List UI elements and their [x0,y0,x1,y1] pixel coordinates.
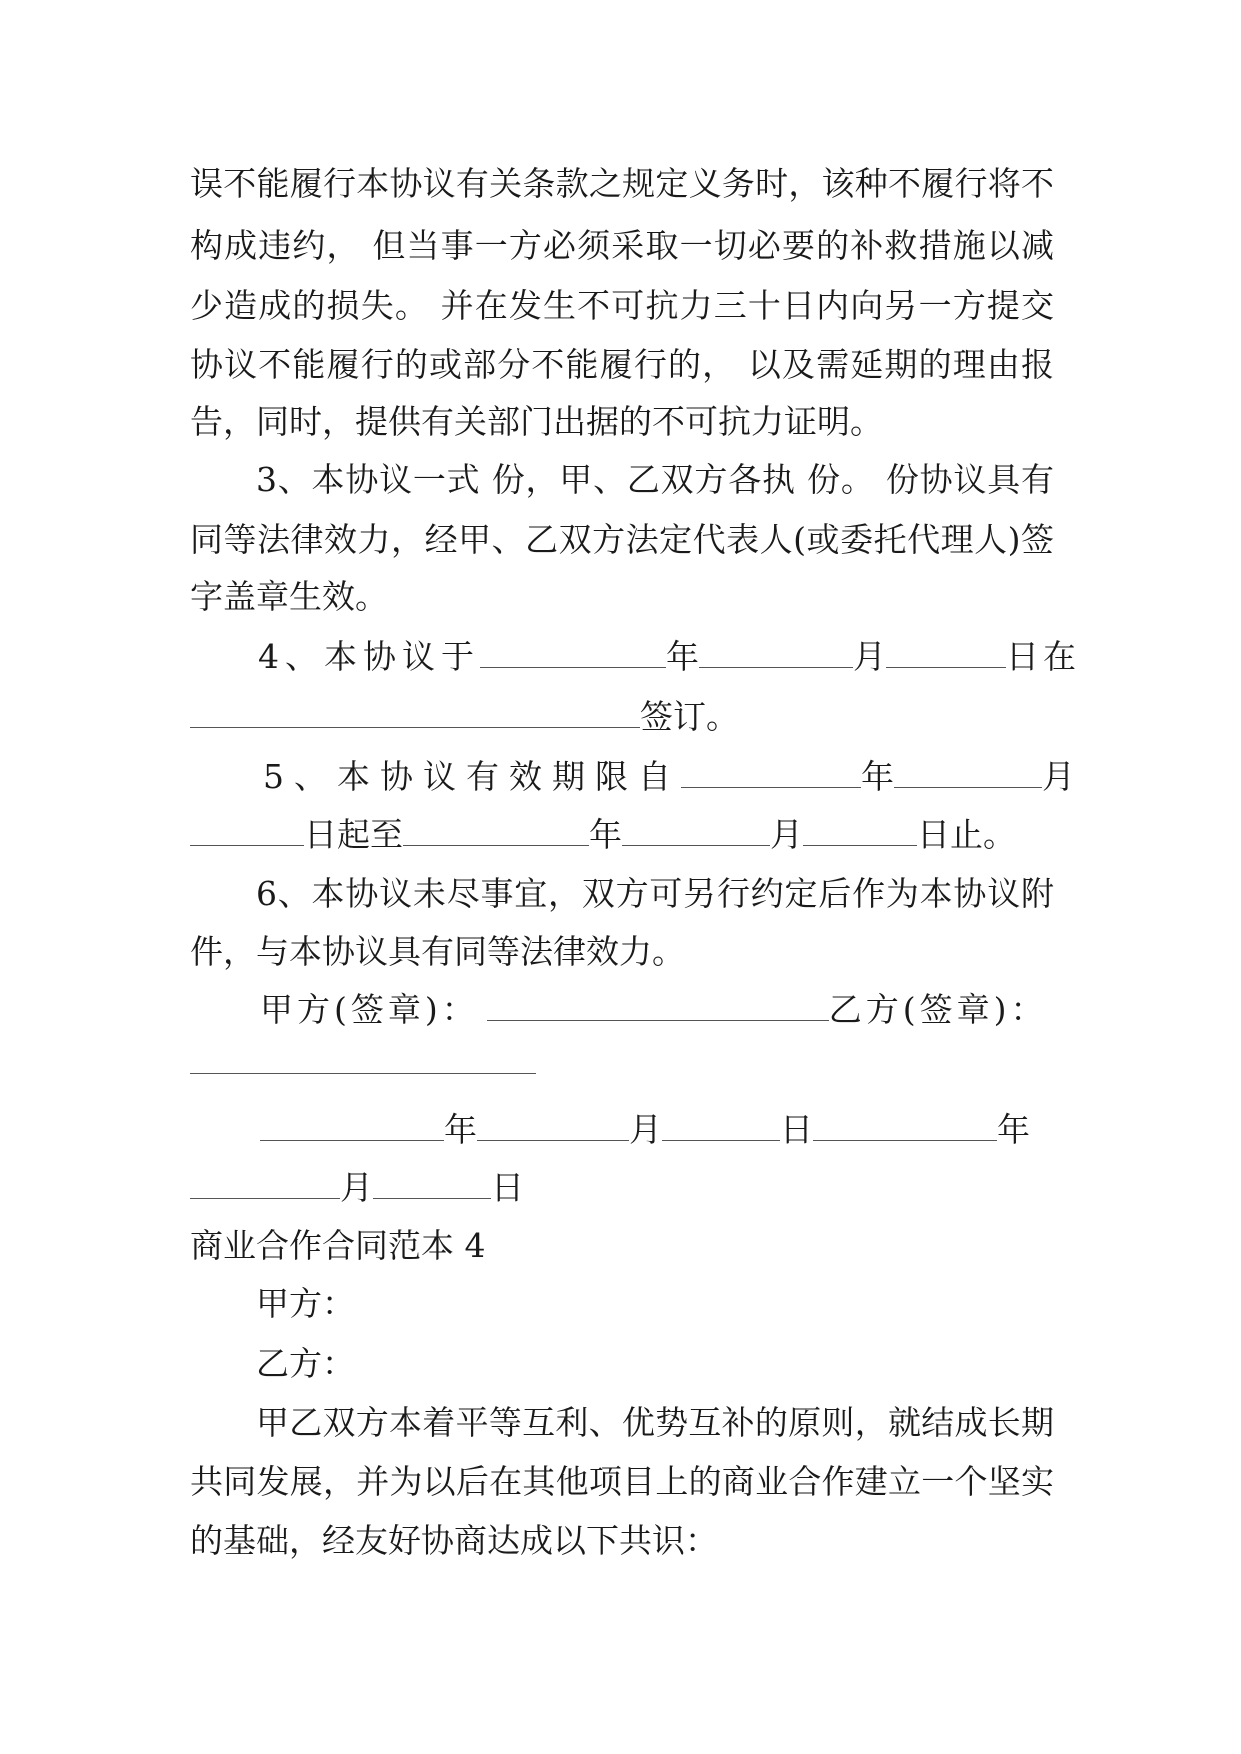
end-day-blank[interactable] [803,817,917,846]
year-label-2: 年 [589,815,622,854]
year-blank[interactable] [480,639,666,668]
year-label: 年 [666,637,699,676]
party-a-year-blank[interactable] [260,1112,444,1141]
paragraph-line: 同等法律效力，经甲、乙双方法定代表人(或委托代理人)签 [190,520,1054,559]
signed-label: 签订。 [640,697,739,736]
start-day-blank[interactable] [190,817,304,846]
party-b-day-blank[interactable] [373,1170,491,1199]
party-b-signature-label: 乙方(签章)： [828,990,1048,1029]
date-line [260,1110,1054,1150]
start-month-blank[interactable] [894,759,1042,788]
clause-3-line: 3、本协议一式 份，甲、乙双方各执 份。 份协议具有 [256,460,1054,499]
intro-line: 的基础，经友好协商达成以下共识： [190,1521,718,1560]
party-a-day-blank[interactable] [662,1112,780,1141]
clause-5-line [263,757,1075,797]
paragraph-line: 件，与本协议具有同等法律效力。 [190,932,685,971]
party-a-signature-blank[interactable] [487,992,829,1021]
paragraph-line: 少造成的损失。 并在发生不可抗力三十日内向另一方提交 [190,286,1054,325]
paragraph-line: 告，同时，提供有关部门出据的不可抗力证明。 [190,402,883,441]
year-label: 年 [861,757,894,796]
clause-4-line-2 [190,697,1054,737]
party-b-year-blank[interactable] [813,1112,997,1141]
month-blank[interactable] [699,639,853,668]
party-a-month-blank[interactable] [477,1112,629,1141]
clause-4-prefix: 4、本协议于 [258,637,480,676]
end-year-blank[interactable] [403,817,589,846]
month-label: 月 [853,637,886,676]
party-b-label: 乙方： [256,1344,355,1383]
paragraph-line: 协议不能履行的或部分不能履行的， 以及需延期的理由报 [190,345,1054,384]
clause-5-line-2 [190,815,1054,855]
paragraph-line: 误不能履行本协议有关条款之规定义务时，该种不履行将不 [190,164,1054,203]
month-label: 月 [629,1110,662,1149]
day-from-to-label: 日起至 [304,815,403,854]
end-month-blank[interactable] [622,817,770,846]
day-blank[interactable] [886,639,1006,668]
party-a-signature-label: 甲方(签章)： [260,990,479,1029]
day-end-label: 日止。 [917,815,1016,854]
place-blank[interactable] [190,699,640,728]
clause-5-prefix: 5、本协议有效期限自 [263,757,681,796]
day-label: 日 [780,1110,813,1149]
party-b-signature-blank[interactable] [190,1072,536,1074]
month-label-2: 月 [770,815,803,854]
year-label-2: 年 [997,1110,1030,1149]
paragraph-line: 字盖章生效。 [190,577,388,616]
date-line-2 [190,1168,1054,1208]
month-label: 月 [1042,757,1075,796]
party-b-month-blank[interactable] [190,1170,340,1199]
intro-line: 甲乙双方本着平等互利、优势互补的原则，就结成长期 [256,1403,1054,1442]
intro-line: 共同发展，并为以后在其他项目上的商业合作建立一个坚实 [190,1462,1054,1501]
party-a-label: 甲方： [256,1284,355,1323]
day-at-label: 日在 [1006,637,1080,676]
day-label-2: 日 [491,1168,524,1207]
signature-line [260,990,1054,1030]
paragraph-line: 构成违约， 但当事一方必须采取一切必要的补救措施以减 [190,226,1054,265]
month-label-2: 月 [340,1168,373,1207]
start-year-blank[interactable] [681,759,861,788]
clause-4-line [258,637,1080,677]
section-title: 商业合作合同范本 4 [190,1226,486,1265]
year-label: 年 [444,1110,477,1149]
clause-6-line: 6、本协议未尽事宜，双方可另行约定后作为本协议附 [256,874,1054,913]
